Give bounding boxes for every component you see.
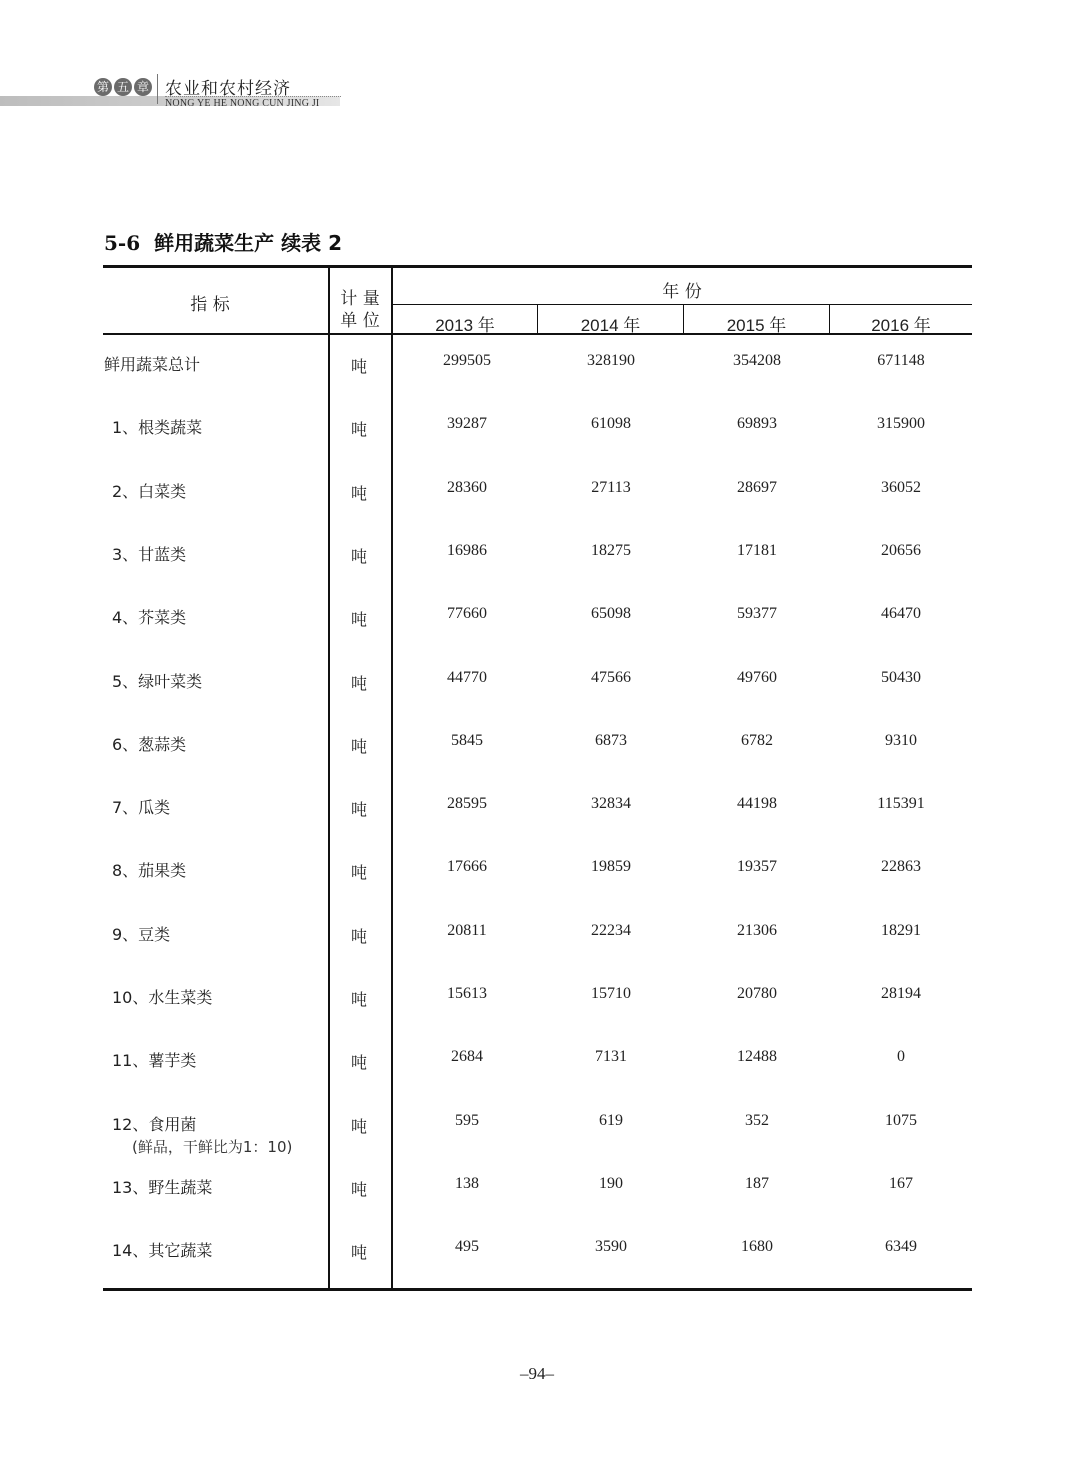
chapter-badge-char: 章 (134, 78, 152, 96)
chapter-badge (94, 76, 152, 98)
chapter-badge-char: 第 (94, 78, 112, 96)
value-cell: 187 (745, 1175, 769, 1192)
row-unit: 吨 (350, 1117, 367, 1136)
row-unit: 吨 (350, 800, 367, 819)
value-cell: 44198 (737, 795, 777, 812)
value-cell: 6873 (595, 732, 627, 749)
value-cell: 36052 (881, 479, 921, 496)
value-cell: 167 (889, 1175, 913, 1192)
row-label: 4、芥菜类 (112, 608, 187, 627)
value-cell: 20656 (881, 542, 921, 559)
value-cell: 20780 (737, 985, 777, 1002)
value-cell: 7131 (595, 1048, 627, 1065)
value-cell: 2684 (451, 1048, 483, 1065)
row-label: 1、根类蔬菜 (112, 418, 203, 437)
row-label: 11、薯芋类 (112, 1051, 197, 1070)
year-group-header: 年 份 (662, 282, 702, 302)
value-cell: 49760 (737, 669, 777, 686)
value-cell: 6349 (885, 1238, 917, 1255)
value-cell: 22234 (591, 922, 631, 939)
row-unit: 吨 (350, 1243, 367, 1262)
table-bottom-rule (103, 1288, 972, 1291)
row-label: 8、茄果类 (112, 861, 187, 880)
value-cell: 65098 (591, 605, 631, 622)
row-unit: 吨 (350, 737, 367, 756)
value-cell: 315900 (877, 415, 925, 432)
value-cell: 190 (599, 1175, 623, 1192)
value-cell: 5845 (451, 732, 483, 749)
row-unit: 吨 (350, 863, 367, 882)
indicator-column-rule (328, 267, 330, 1289)
value-cell: 12488 (737, 1048, 777, 1065)
value-cell: 22863 (881, 858, 921, 875)
value-cell: 47566 (591, 669, 631, 686)
value-cell: 15710 (591, 985, 631, 1002)
row-unit: 吨 (350, 420, 367, 439)
unit-column-rule (391, 267, 393, 1289)
value-cell: 595 (455, 1112, 479, 1129)
chapter-pinyin: NONG YE HE NONG CUN JING JI (165, 98, 320, 109)
value-cell: 20811 (447, 922, 487, 939)
value-cell: 39287 (447, 415, 487, 432)
row-label: 14、其它蔬菜 (112, 1241, 213, 1260)
row-unit: 吨 (350, 927, 367, 946)
year-header: 2015 年 (726, 316, 787, 335)
value-cell: 299505 (443, 352, 491, 369)
value-cell: 671148 (877, 352, 925, 369)
chapter-badge-char: 五 (114, 78, 132, 96)
value-cell: 19357 (737, 858, 777, 875)
chapter-title: 农业和农村经济 (165, 79, 291, 99)
year-header: 2016 年 (871, 316, 931, 335)
value-cell: 6782 (741, 732, 773, 749)
row-label: 6、葱蒜类 (112, 735, 187, 754)
value-cell: 3590 (595, 1238, 627, 1255)
row-sublabel: (鲜品，干鲜比为1：10) (132, 1138, 293, 1156)
value-cell: 15613 (447, 985, 487, 1002)
value-cell: 69893 (737, 415, 777, 432)
value-cell: 59377 (737, 605, 777, 622)
value-cell: 352 (745, 1112, 769, 1129)
value-cell: 0 (897, 1048, 905, 1065)
row-unit: 吨 (350, 610, 367, 629)
value-cell: 32834 (591, 795, 631, 812)
value-cell: 28360 (447, 479, 487, 496)
value-cell: 18291 (881, 922, 921, 939)
value-cell: 77660 (447, 605, 487, 622)
table-title-text: 鲜用蔬菜生产 续表 2 (154, 231, 342, 255)
value-cell: 115391 (877, 795, 925, 812)
page-number: –94– (520, 1364, 554, 1383)
row-label: 10、水生菜类 (112, 988, 213, 1007)
value-cell: 619 (599, 1112, 623, 1129)
value-cell: 44770 (447, 669, 487, 686)
value-cell: 21306 (737, 922, 777, 939)
header-separator (157, 74, 158, 104)
value-cell: 328190 (587, 352, 635, 369)
row-unit: 吨 (350, 484, 367, 503)
value-cell: 17666 (447, 858, 487, 875)
value-cell: 495 (455, 1238, 479, 1255)
indicator-header: 指 标 (190, 295, 230, 315)
row-unit: 吨 (350, 674, 367, 693)
unit-header-top: 计 量 (340, 289, 380, 309)
value-cell: 9310 (885, 732, 917, 749)
value-cell: 61098 (591, 415, 631, 432)
row-label: 5、绿叶菜类 (112, 672, 203, 691)
year-header: 2013 年 (435, 316, 495, 335)
row-unit: 吨 (350, 1180, 367, 1199)
row-label: 7、瓜类 (112, 798, 171, 817)
unit-header-bottom: 单 位 (340, 311, 380, 331)
year-group-rule (392, 304, 972, 305)
value-cell: 28194 (881, 985, 921, 1002)
row-label: 9、豆类 (112, 925, 171, 944)
value-cell: 1075 (885, 1112, 917, 1129)
value-cell: 16986 (447, 542, 487, 559)
row-unit: 吨 (350, 1053, 367, 1072)
table-number: 5-6 (104, 231, 141, 255)
header-dotted-rule (165, 96, 341, 97)
value-cell: 50430 (881, 669, 921, 686)
value-cell: 19859 (591, 858, 631, 875)
row-label: 3、甘蓝类 (112, 545, 187, 564)
table-top-rule (103, 265, 972, 268)
value-cell: 46470 (881, 605, 921, 622)
value-cell: 354208 (733, 352, 781, 369)
row-unit: 吨 (350, 357, 367, 376)
row-label: 鲜用蔬菜总计 (104, 355, 201, 374)
value-cell: 27113 (591, 479, 631, 496)
value-cell: 28595 (447, 795, 487, 812)
year-header: 2014 年 (580, 316, 641, 335)
value-cell: 138 (455, 1175, 479, 1192)
value-cell: 18275 (591, 542, 631, 559)
value-cell: 17181 (737, 542, 777, 559)
row-label: 2、白菜类 (112, 482, 187, 501)
row-unit: 吨 (350, 547, 367, 566)
value-cell: 1680 (741, 1238, 773, 1255)
row-label: 12、食用菌 (112, 1115, 197, 1134)
value-cell: 28697 (737, 479, 777, 496)
row-unit: 吨 (350, 990, 367, 1009)
table-title (104, 227, 342, 256)
row-label: 13、野生蔬菜 (112, 1178, 213, 1197)
